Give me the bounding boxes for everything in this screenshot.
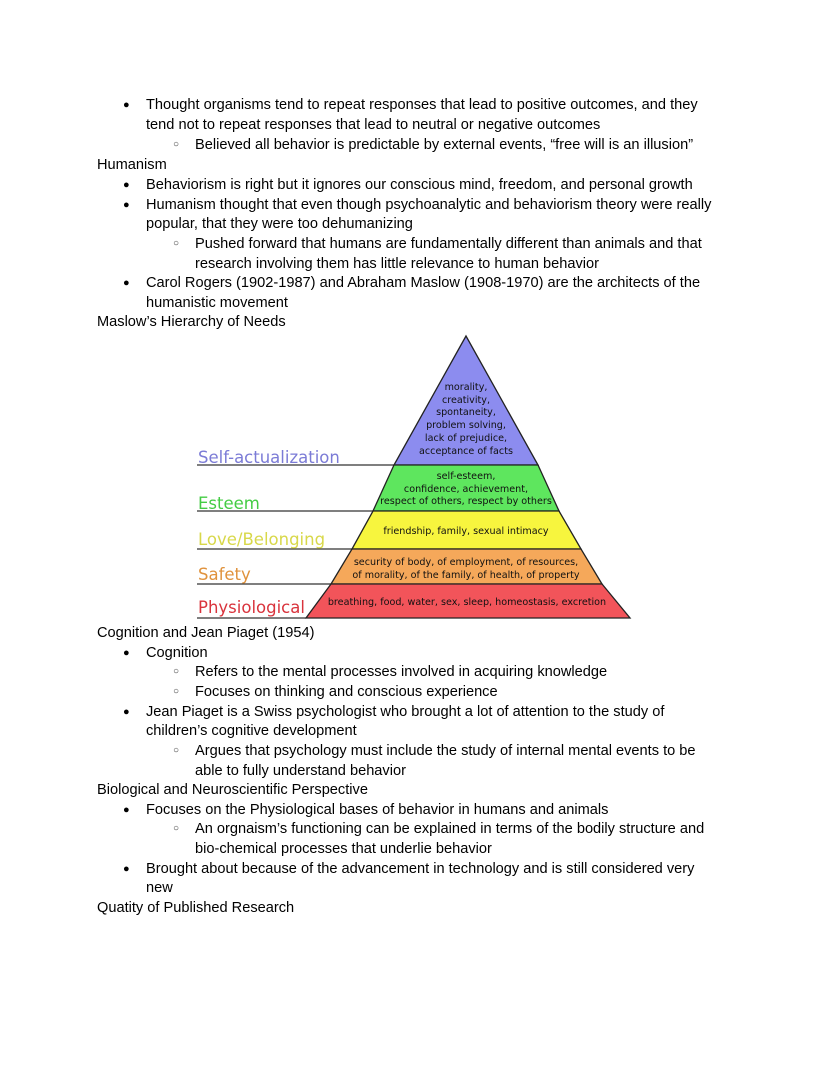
list-item: Thought organisms tend to repeat responses that lead to positive outcomes, and they [146, 97, 698, 113]
bullet-icon: ● [123, 804, 130, 816]
sub-bullet-icon: ○ [173, 238, 180, 249]
sub-list-item: Focuses on thinking and conscious experience [195, 684, 498, 700]
sub-bullet-icon: ○ [173, 139, 180, 150]
bullet-icon: ● [123, 277, 130, 289]
section-heading-maslow: Maslow’s Hierarchy of Needs [97, 314, 286, 330]
layer-desc: morality, [444, 382, 488, 393]
sub-list-item-continuation: able to fully understand behavior [195, 763, 406, 779]
layer-desc: of morality, of the family, of health, of property [352, 570, 580, 581]
bullet-icon: ● [123, 99, 130, 111]
list-item-continuation: tend not to repeat responses that lead to neutral or negative outcomes [146, 117, 601, 133]
list-item: Focuses on the Physiological bases of behavior in humans and animals [146, 802, 609, 818]
list-item: Behaviorism is right but it ignores our conscious mind, freedom, and personal growth [146, 177, 693, 193]
sub-list-item: Pushed forward that humans are fundamentally different than animals and that [195, 236, 702, 252]
sub-bullet-icon: ○ [173, 666, 180, 677]
level-label-physiological: Physiological [198, 598, 305, 617]
section-heading-quality: Quatity of Published Research [97, 900, 295, 916]
level-label-safety: Safety [198, 565, 251, 584]
layer-desc: respect of others, respect by others [380, 496, 552, 507]
layer-desc: friendship, family, sexual intimacy [383, 526, 549, 537]
bullet-icon: ● [123, 179, 130, 191]
sub-list-item: An orgnaism’s functioning can be explained in terms of the bodily structure and [195, 821, 705, 837]
list-item: Jean Piaget is a Swiss psychologist who brought a lot of attention to the study of [146, 704, 665, 720]
list-item-continuation: new [146, 880, 173, 896]
layer-desc: self-esteem, [436, 471, 496, 482]
sub-list-item-continuation: research involving them has little relevance to human behavior [195, 256, 599, 272]
layer-desc: breathing, food, water, sex, sleep, homeostasis, excretion [327, 597, 607, 608]
level-label-esteem: Esteem [198, 494, 260, 513]
sub-bullet-icon: ○ [173, 823, 180, 834]
section-heading-humanism: Humanism [97, 157, 167, 173]
level-label-love-belonging: Love/Belonging [198, 530, 326, 549]
bullet-icon: ● [123, 647, 130, 659]
layer-desc: acceptance of facts [419, 446, 513, 457]
list-item: Brought about because of the advancement in technology and is still considered very [146, 861, 695, 877]
level-label-self-actualization: Self-actualization [198, 448, 340, 467]
section-heading-biological: Biological and Neuroscientific Perspective [97, 782, 368, 798]
bullet-icon: ● [123, 706, 130, 718]
sub-list-item: Believed all behavior is predictable by external events, “free will is an illusion” [195, 137, 694, 153]
list-item: Humanism thought that even though psychoanalytic and behaviorism theory were really [146, 197, 712, 213]
layer-desc: confidence, achievement, [403, 484, 529, 495]
list-item-continuation: humanistic movement [146, 295, 288, 311]
bullet-icon: ● [123, 199, 130, 211]
sub-list-item-continuation: bio-chemical processes that underlie behavior [195, 841, 492, 857]
layer-desc: spontaneity, [436, 407, 496, 418]
layer-desc: problem solving, [426, 420, 506, 431]
list-item-continuation: popular, that they were too dehumanizing [146, 216, 413, 232]
sub-bullet-icon: ○ [173, 686, 180, 697]
layer-desc: creativity, [441, 395, 491, 406]
list-item-continuation: children’s cognitive development [146, 723, 357, 739]
layer-desc: lack of prejudice, [424, 433, 508, 444]
sub-bullet-icon: ○ [173, 745, 180, 756]
sub-list-item: Argues that psychology must include the study of internal mental events to be [195, 743, 696, 759]
sub-list-item: Refers to the mental processes involved in acquiring knowledge [195, 664, 608, 680]
layer-desc: security of body, of employment, of resources, [353, 557, 579, 568]
bullet-icon: ● [123, 863, 130, 875]
list-item: Carol Rogers (1902-1987) and Abraham Maslow (1908-1970) are the architects of the [146, 275, 701, 291]
list-item: Cognition [146, 645, 208, 661]
section-heading-cognition: Cognition and Jean Piaget (1954) [97, 625, 315, 641]
